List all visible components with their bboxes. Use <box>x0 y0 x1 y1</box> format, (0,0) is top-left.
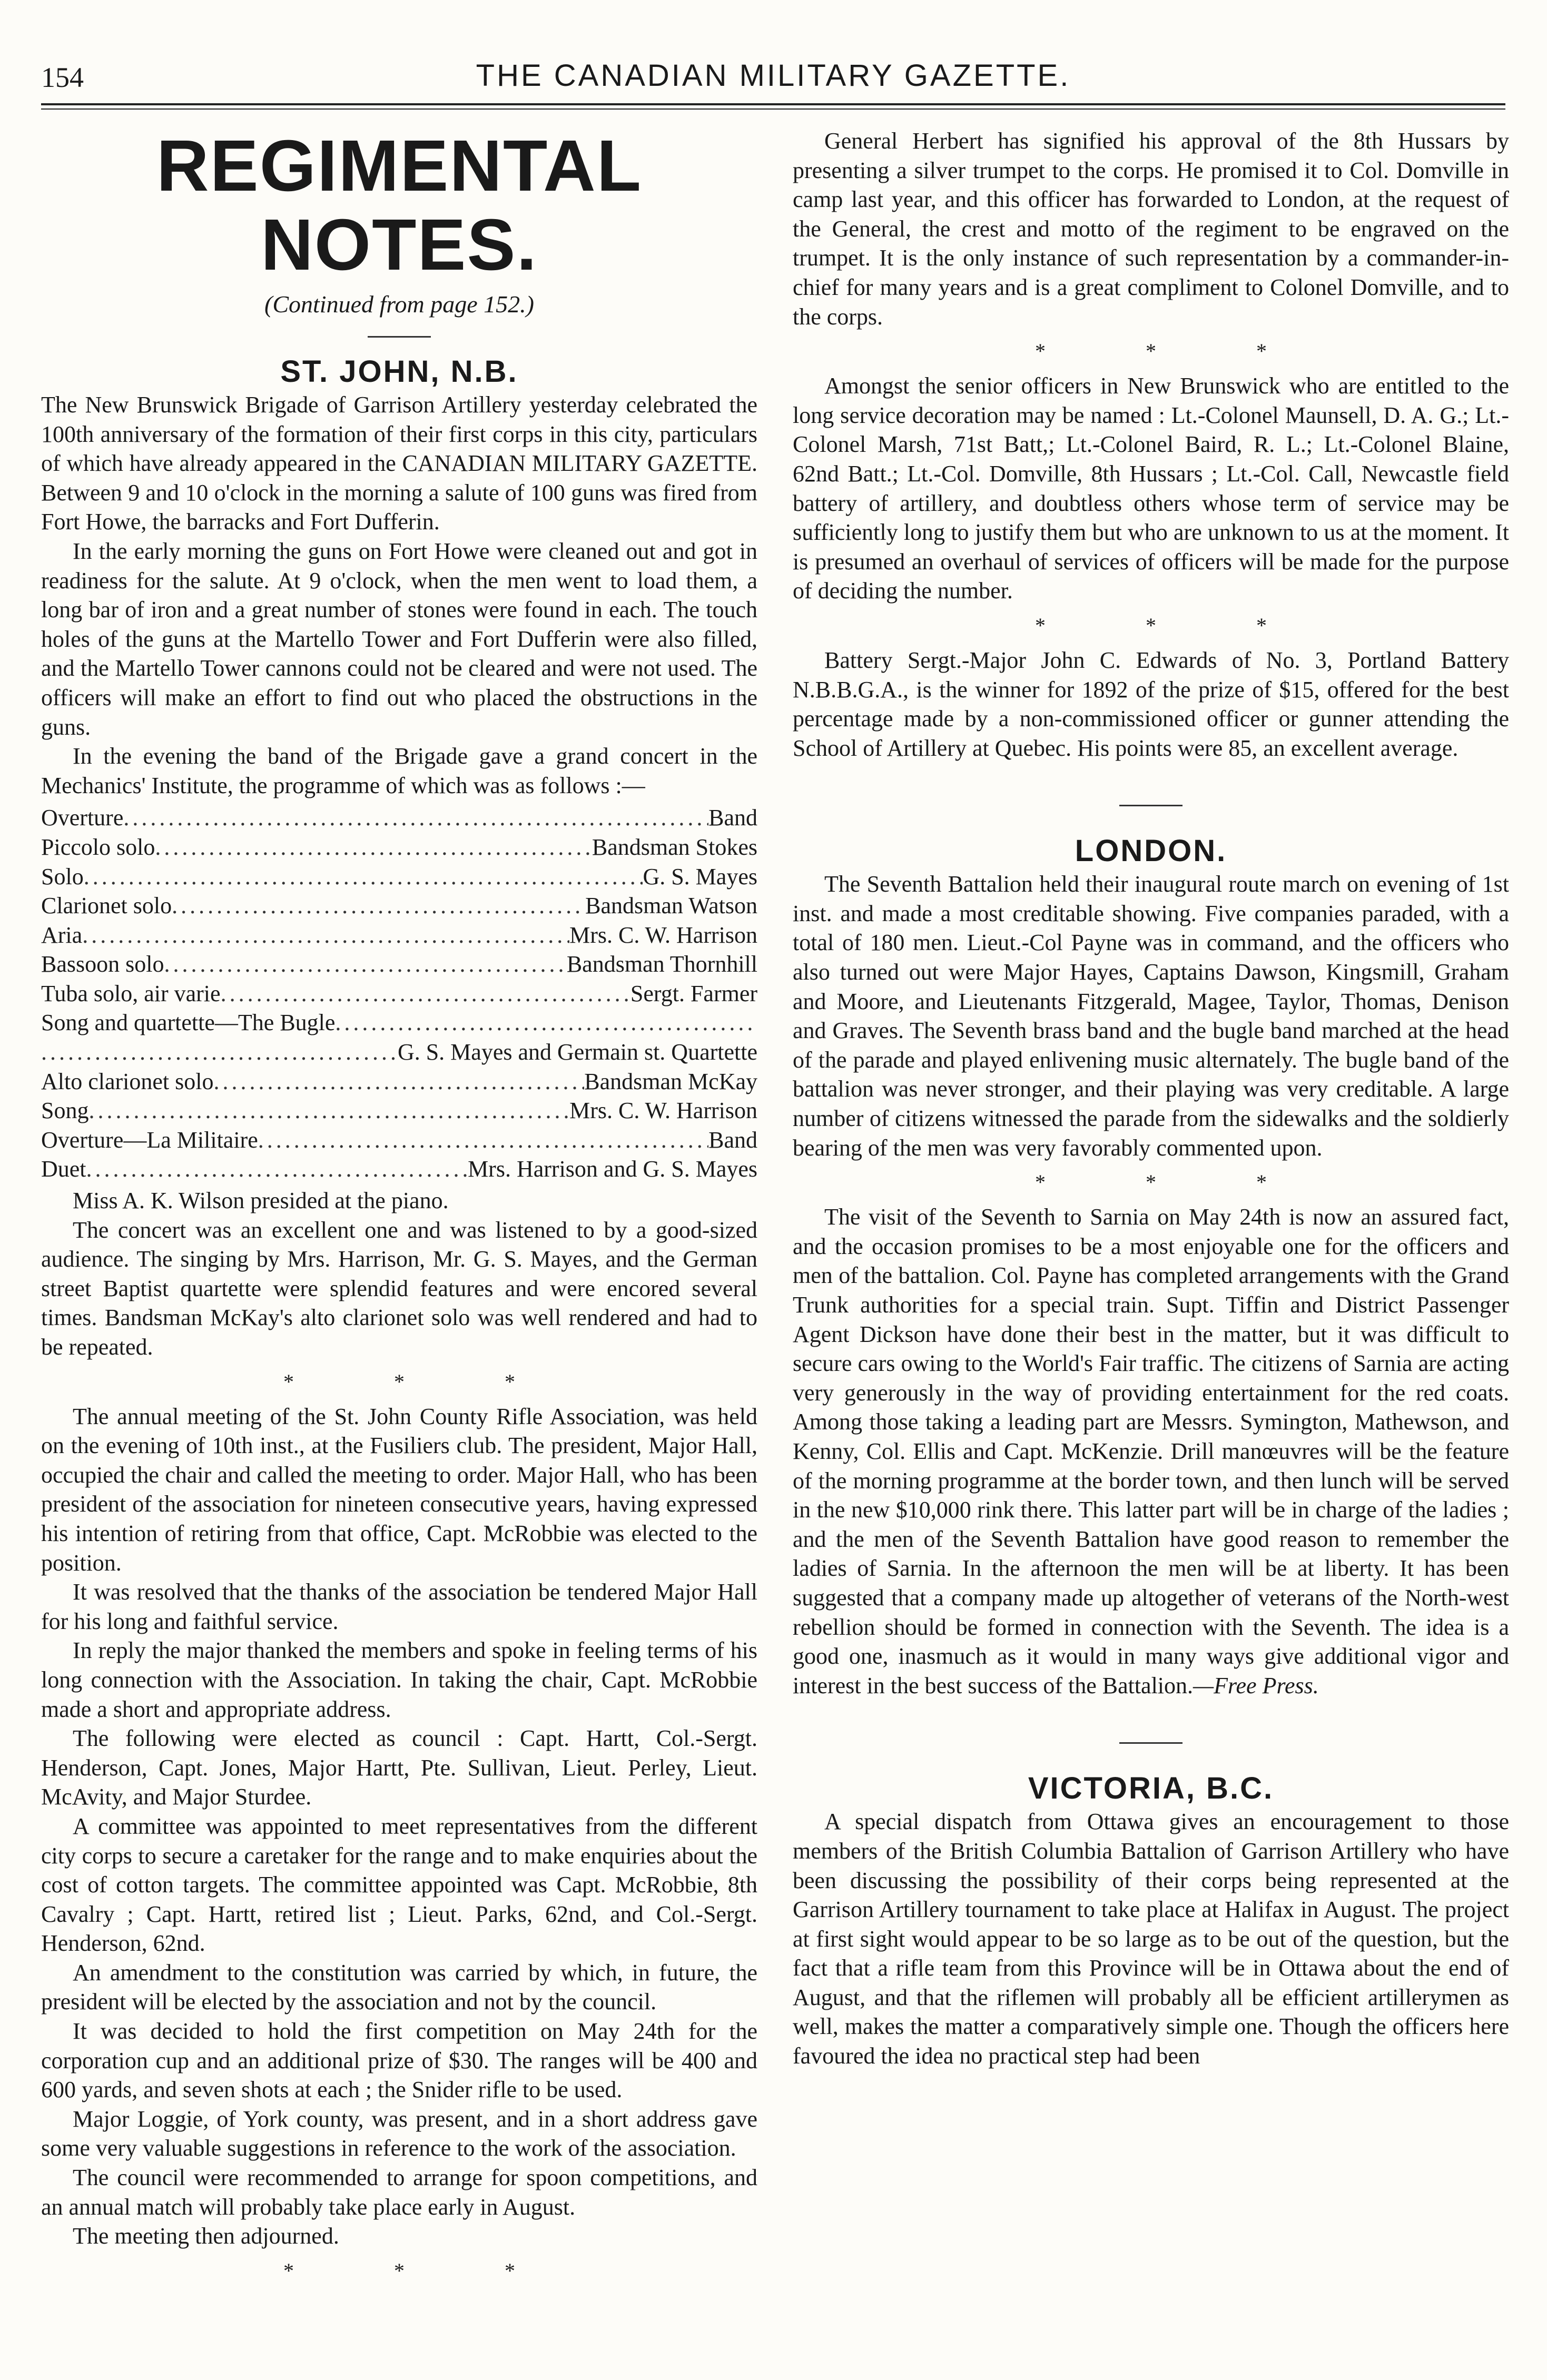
programme-item: Bassoon solo <box>41 951 164 977</box>
paragraph: In reply the major thanked the members and spoke in feeling terms of his long connection with the Association. In taking the chair, Capt. McRobbie made a short and appropriate address. <box>41 1637 757 1722</box>
programme-row <box>41 1096 757 1125</box>
paragraph: It was resolved that the thanks of the association be tendered Major Hall for his long and faithful service. <box>41 1579 757 1634</box>
paragraph: The New Brunswick Brigade of Garrison Artillery yesterday celebrated the 100th anniversary of the formation of their first corps in this city, particulars of which have already appeared in the CANADIAN MILITARY GAZETTE. Between 9 and 10 o'clock in the morning a salute of 100 guns was fired from Fort Howe, the barracks and Fort Dufferin. <box>41 392 757 535</box>
page-header <box>41 48 1505 106</box>
paragraph: The council were recommended to arrange for spoon competitions, and an annual match will probably take place early in August. <box>41 2165 757 2220</box>
paragraph: Battery Sergt.-Major John C. Edwards of No. 3, Portland Battery N.B.B.G.A., is the winner for 1892 of the prize of $15, offered for the best percentage made by a non-commissioned officer or gunner attending the School of Artillery at Quebec. His points were 85, an excellent average. <box>793 647 1509 761</box>
programme-row <box>41 862 757 892</box>
paragraph: In the early morning the guns on Fort Howe were cleaned out and got in readiness for the salute. At 9 o'clock, when the men went to load them, a long bar of iron and a great number of stones were found in each. The touch holes of the guns at the Martello Tower and Fort Dufferin were also filled, and the Martello Tower cannons could not be cleared and were not used. The officers will make an effort to find out who placed the obstructions in the guns. <box>41 538 757 740</box>
section-break-stars: * * * <box>1035 339 1314 363</box>
paragraph: Major Loggie, of York county, was present, and in a short address gave some very valuable suggestions in reference to the work of the association. <box>41 2106 757 2161</box>
paragraph: A committee was appointed to meet representatives from the different city corps to secure a caretaker for the range and to make enquiries about the cost of cotton targets. The committee appointed was Capt. McRobbie, 8th Cavalry ; Capt. Hartt, retired list ; Lieut. Parks, 62nd, and Col.-Sergt. Henderson, 62nd. <box>41 1813 757 1957</box>
subsection-title-st-john: ST. JOHN, N.B. <box>280 354 518 389</box>
subsection-title-victoria: VICTORIA, B.C. <box>1028 1771 1274 1806</box>
paragraph: The following were elected as council : Capt. Hartt, Col.-Sergt. Henderson, Capt. Jones, Major Hartt, Pte. Sullivan, Lieut. Perley, Lieut. McAvity, and Major Sturdee. <box>41 1725 757 1810</box>
section-break-stars: * * * <box>283 2258 563 2283</box>
programme-performer: Sergt. Farmer <box>630 980 757 1006</box>
programme-item: Piccolo solo <box>41 834 155 860</box>
right-column <box>793 126 1509 2071</box>
section-break-stars: * * * <box>283 1369 563 1394</box>
programme-row <box>41 950 757 979</box>
header-rule-thin <box>41 108 1505 110</box>
divider <box>1119 805 1183 806</box>
programme-item: Aria <box>41 922 83 948</box>
programme-item: Solo <box>41 863 84 890</box>
running-title: THE CANADIAN MILITARY GAZETTE. <box>476 58 1071 93</box>
paragraph: It was decided to hold the first competition on May 24th for the corporation cup and an additional prize of $30. The ranges will be 400 and 600 yards, and seven shots at each ; the Snider rifle to be used. <box>41 2018 757 2103</box>
programme-row <box>41 833 757 862</box>
paragraph: Amongst the senior officers in New Brunswick who are entitled to the long service decoration may be named : Lt.-Colonel Maunsell, D. A. G.; Lt.-Colonel Marsh, 71st Batt,; Lt.-Colonel Baird, R. L.; Lt.-Colonel Blaine, 62nd Batt.; Lt.-Col. Domville, 8th Hussars ; Lt.-Col. Call, Newcastle field battery of artillery, and doubtless others whose term of service may be sufficiently long to justify them but who are unknown to us at the moment. It is presumed an overhaul of services of officers will be made for the purpose of deciding the number. <box>793 373 1509 604</box>
programme-row <box>41 921 757 950</box>
programme-performer: G. S. Mayes and Germain st. Quartette <box>397 1039 757 1065</box>
divider <box>1119 1742 1183 1744</box>
divider <box>368 336 431 338</box>
programme-row <box>41 1154 757 1184</box>
programme-performer: Mrs. Harrison and G. S. Mayes <box>468 1156 757 1182</box>
programme-row <box>41 891 757 921</box>
section-break-stars: * * * <box>1035 613 1314 637</box>
left-column <box>41 126 757 2291</box>
programme-performer: Bandsman Stokes <box>592 834 757 860</box>
paragraph: General Herbert has signified his approval of the 8th Hussars by presenting a silver trumpet to the corps. He promised it to Col. Domville in camp last year, and this officer has forwarded to London, at the request of the General, the crest and motto of the regiment to be engraved on the trumpet. It is the only instance of such representation by a commander-in-chief for many years and is a great compliment to Colonel Domville, and to the corps. <box>793 128 1509 330</box>
page-number: 154 <box>41 62 84 93</box>
programme-row <box>41 803 757 833</box>
paragraph: Miss A. K. Wilson presided at the piano. <box>73 1188 449 1214</box>
subsection-title-london: LONDON. <box>1075 834 1227 868</box>
section-title-regimental-notes: REGIMENTAL NOTES. <box>156 125 643 285</box>
continued-note: (Continued from page 152.) <box>264 291 534 318</box>
programme-performer: Band <box>708 805 757 831</box>
programme-row <box>41 1125 757 1155</box>
programme-performer: Mrs. C. W. Harrison <box>569 922 757 948</box>
source-credit: —Free Press. <box>1193 1672 1319 1698</box>
programme-item: Alto clarionet solo <box>41 1068 214 1094</box>
programme-performer: Mrs. C. W. Harrison <box>569 1098 757 1124</box>
paragraph: The concert was an excellent one and was listened to by a good-sized audience. The singing by Mrs. Harrison, Mr. G. S. Mayes, and the German street Baptist quartette were splendid features and were encored several times. Bandsman McKay's alto clarionet solo was well rendered and had to be repeated. <box>41 1217 757 1360</box>
programme-performer: Bandsman Thornhill <box>566 951 757 977</box>
programme-row <box>41 1067 757 1097</box>
paragraph: The Seventh Battalion held their inaugural route march on evening of 1st inst. and made a most creditable showing. Five companies paraded, with a total of 180 men. Lieut.-Col Payne was in command, and the officers who also turned out were Major Hayes, Captains Dawson, Kingsmill, Graham and Moore, and Lieutenants Fitzgerald, Magee, Taylor, Thomas, Denison and Graves. The Seventh brass band and the bugle band marched at the head of the parade and played enlivening music alternately. The bugle band of the battalion was never stronger, and their playing was very creditable. A large number of citizens witnessed the parade from the sidewalks and the soldierly bearing of the men was very favorably commented upon. <box>793 871 1509 1161</box>
programme-item: Overture—La Militaire <box>41 1127 258 1153</box>
programme-row <box>41 979 757 1009</box>
programme-performer: Bandsman McKay <box>584 1068 757 1094</box>
programme-item: Overture <box>41 805 124 831</box>
programme-row <box>41 1008 757 1038</box>
programme-item: Tuba solo, air varie <box>41 980 221 1006</box>
programme-item: Song and quartette—The Bugle <box>41 1010 336 1036</box>
paragraph-text: The visit of the Seventh to Sarnia on May 24th is now an assured fact, and the occasion promises to be a most enjoyable one for the officers and men of the battalion. Col. Payne has completed arrangements with the Grand Trunk authorities for a special train. Supt. Tiffin and District Passenger Agent Dickson have done their best in the matter, but it was difficult to secure cars owing to the World's Fair traffic. The citizens of Sarnia are acting very generously in the way of providing entertainment for the red coats. Among those taking a leading part are Messrs. Symington, Mathewson, and Kenny, Col. Ellis and Capt. McKenzie. Drill manœuvres will be the feature of the morning programme at the border town, and then lunch will be served in the new $10,000 rink there. This latter part will be in charge of the ladies ; and the men of the Seventh Battalion have good reason to remember the ladies of Sarnia. In the afternoon the men will be at liberty. It has been suggested that a company made up altogether of veterans of the North-west rebellion should be formed in connection with the Seventh. The idea is a good one, inasmuch as it would in many ways give additional vigor and interest in the best success of the Battalion. <box>793 1204 1509 1698</box>
paragraph: In the evening the band of the Brigade gave a grand concert in the Mechanics' Institute, the programme of which was as follows :— <box>41 743 757 798</box>
paragraph: A special dispatch from Ottawa gives an encouragement to those members of the British Columbia Battalion of Garrison Artillery who have been discussing the possibility of their corps being represented at the Garrison Artillery tournament to take place at Halifax in August. The project at first sight would appear to be so large as to be out of the question, but the fact that a rifle team from this Province will be in Ottawa about the end of August, and that the riflemen will probably all be efficient artillerymen as well, makes the matter a comparatively simple one. Though the officers here favoured the idea no practical step had been <box>793 1809 1509 2069</box>
programme-item: Clarionet solo <box>41 893 172 919</box>
section-break-stars: * * * <box>1035 1170 1314 1194</box>
paragraph <box>793 1202 1509 1700</box>
programme-performer: Band <box>708 1127 757 1153</box>
programme-item: Duet <box>41 1156 86 1182</box>
programme-item: Song <box>41 1098 89 1124</box>
programme-performer: G. S. Mayes <box>643 863 757 890</box>
programme-performer: Bandsman Watson <box>585 893 757 919</box>
paragraph: The annual meeting of the St. John County Rifle Association, was held on the evening of 10th inst., at the Fusiliers club. The president, Major Hall, occupied the chair and called the meeting to order. Major Hall, who has been president of the association for nineteen consecutive years, having expressed his intention of retiring from that office, Capt. McRobbie was elected to the position. <box>41 1403 757 1576</box>
concert-programme <box>41 803 757 1184</box>
paragraph: The meeting then adjourned. <box>73 2223 339 2249</box>
programme-row <box>41 1038 757 1067</box>
header-rule <box>41 103 1505 105</box>
paragraph: An amendment to the constitution was carried by which, in future, the president will be elected by the association and not by the council. <box>41 1959 757 2015</box>
